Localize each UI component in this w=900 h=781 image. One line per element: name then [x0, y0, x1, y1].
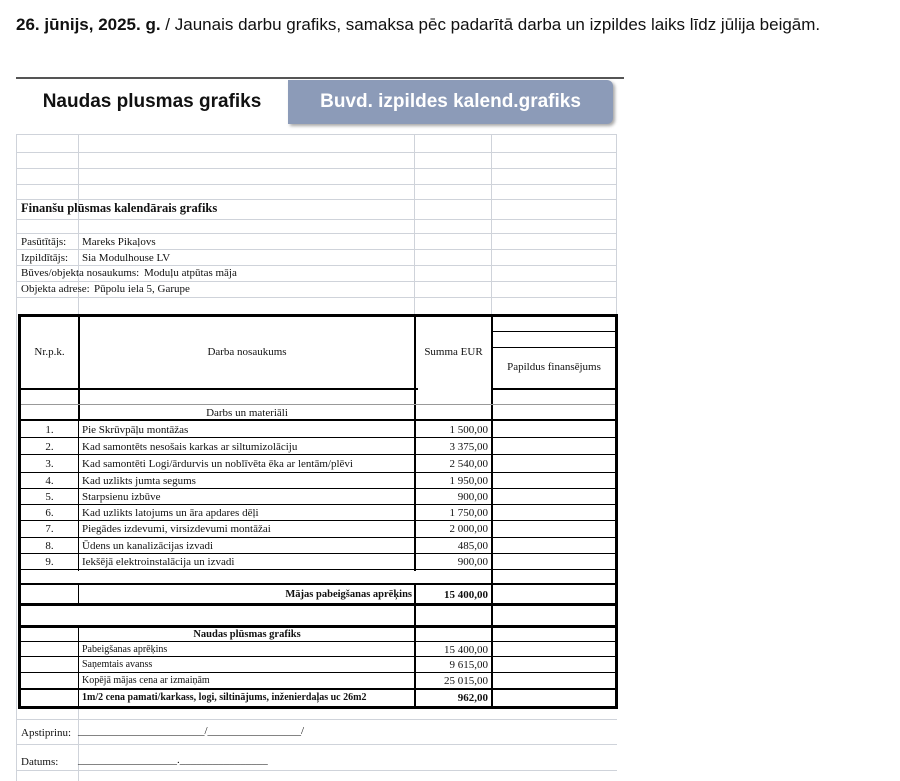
grid-row-line	[16, 249, 617, 250]
table-border	[491, 606, 493, 626]
row-name: Kad uzlikts latojums un āra apdares dēļi	[82, 507, 259, 519]
table-border	[615, 314, 618, 420]
row-name: Starpsienu izbūve	[82, 491, 161, 503]
table-border	[18, 314, 618, 317]
table-border	[493, 331, 618, 332]
table-border	[78, 585, 79, 605]
spreadsheet	[16, 134, 618, 781]
table-border	[615, 606, 618, 626]
table-border	[78, 628, 79, 708]
grid-row-line	[21, 404, 615, 405]
headline-text: / Jaunais darbu grafiks, samaksa pēc padarītā darba un izpildes laiks līdz jūlija beigām.	[160, 15, 821, 34]
info-value: Sia Modulhouse LV	[82, 252, 171, 264]
row-divider	[21, 537, 615, 538]
table-border	[18, 606, 21, 626]
table-border	[18, 583, 618, 585]
row-divider	[21, 504, 615, 505]
tab-cash-flow[interactable]: Naudas plusmas grafiks	[16, 80, 288, 124]
approve-label: Apstiprinu:	[21, 727, 72, 739]
date-label: Datums:	[21, 756, 59, 768]
row-sum: 2 540,00	[449, 458, 488, 470]
grid-row-line	[16, 152, 617, 153]
table-border	[491, 628, 493, 708]
header-sum: Summa EUR	[424, 346, 483, 358]
table-border	[615, 585, 618, 605]
row-divider	[21, 437, 615, 438]
table-border	[615, 421, 618, 584]
info-value: Moduļu atpūtas māja	[144, 267, 237, 279]
grid-row-line	[16, 744, 617, 745]
row-divider	[21, 488, 615, 489]
total-label: Mājas pabeigšanas aprēķins	[285, 589, 412, 600]
row-sum: 3 375,00	[449, 441, 488, 453]
grid-row-line	[16, 233, 617, 234]
row-divider	[21, 569, 615, 570]
row-divider	[21, 553, 615, 554]
approve-line: _______________________/_________________/	[78, 725, 305, 737]
cash-flow-title: Naudas plūsmas grafiks	[193, 629, 301, 640]
row-sum: 1 950,00	[449, 475, 488, 487]
grid-row-line	[16, 219, 617, 220]
row-nr: 6.	[45, 507, 54, 519]
grid-col-line	[491, 134, 492, 314]
row-nr: 7.	[45, 523, 54, 535]
table-border	[491, 585, 493, 605]
table-border	[18, 706, 618, 709]
info-value: Mareks Pikaļovs	[82, 236, 156, 248]
row-divider	[21, 520, 615, 521]
row-nr: 4.	[45, 475, 54, 487]
cash-row-sum: 25 015,00	[444, 675, 488, 687]
row-divider	[21, 672, 615, 673]
row-name: Kad samontēti Logi/ārdurvis un noblīvēta ēka ar lentām/plēvi	[82, 458, 353, 470]
info-label: Būves/objekta nosaukums:	[21, 267, 140, 279]
m2-price-label: 1m/2 cena pamati/karkass, logi, siltinājums, inženierdaļas uc 26m2	[82, 692, 367, 703]
row-name: Iekšējā elektroinstalācija un izvadi	[82, 556, 235, 568]
row-name: Pie Skrūvpāļu montāžas	[82, 424, 189, 436]
grid-row-line	[16, 719, 617, 720]
cash-row-sum: 9 615,00	[449, 659, 488, 671]
grid-row-line	[16, 168, 617, 169]
table-border	[493, 347, 618, 348]
row-nr: 9.	[45, 556, 54, 568]
row-sum: 2 000,00	[449, 523, 488, 535]
table-border	[615, 628, 618, 708]
grid-row-line	[16, 134, 617, 135]
headline	[16, 12, 896, 38]
grid-row-line	[16, 770, 617, 771]
cash-row-sum: 15 400,00	[444, 644, 488, 656]
info-label: Pasūtītājs:	[21, 236, 67, 248]
row-sum: 485,00	[457, 540, 488, 552]
grid-col-line	[414, 134, 415, 314]
total-sum: 15 400,00	[444, 589, 488, 601]
row-nr: 5.	[45, 491, 54, 503]
row-sum: 1 500,00	[449, 424, 488, 436]
date-line: __________________.________________	[78, 754, 268, 766]
top-divider	[16, 77, 624, 79]
section-title: Darbs un materiāli	[206, 407, 288, 419]
grid-col-line	[616, 134, 617, 314]
row-name: Piegādes izdevumi, virsizdevumi montāžai	[82, 523, 271, 535]
sheet-title: Finanšu plūsmas kalendārais grafiks	[21, 201, 218, 215]
table-border	[18, 603, 618, 606]
row-sum: 900,00	[457, 491, 488, 503]
row-name: Kad samontēts nesošais karkas ar siltumizolāciju	[82, 441, 298, 453]
grid-row-line	[16, 184, 617, 185]
table-border	[493, 388, 618, 390]
row-divider	[21, 454, 615, 455]
header-extra: Papildus finansējums	[507, 361, 601, 373]
row-nr: 8.	[45, 540, 54, 552]
info-label: Izpildītājs:	[21, 252, 69, 264]
header-name: Darba nosaukums	[207, 346, 287, 358]
info-value: Pūpolu iela 5, Garupe	[94, 283, 190, 295]
row-name: Ūdens un kanalizācijas izvadi	[82, 540, 214, 552]
table-border	[491, 421, 493, 584]
table-border	[18, 628, 21, 708]
grid-row-line	[16, 297, 617, 298]
row-sum: 900,00	[457, 556, 488, 568]
table-border	[18, 585, 21, 605]
row-divider	[21, 472, 615, 473]
header-nr: Nr.p.k.	[34, 346, 65, 358]
headline-date: 26. jūnijs, 2025. g.	[16, 15, 161, 34]
m2-price-sum: 962,00	[457, 692, 488, 704]
cash-row-name: Saņemtais avanss	[82, 659, 153, 670]
row-nr: 1.	[45, 424, 54, 436]
table-border	[18, 388, 418, 390]
row-sum: 1 750,00	[449, 507, 488, 519]
row-name: Kad uzlikts jumta segums	[82, 475, 196, 487]
cash-row-name: Kopējā mājas cena ar izmaiņām	[82, 675, 210, 686]
table-border	[78, 421, 79, 571]
row-nr: 3.	[45, 458, 54, 470]
grid-col-line	[16, 134, 17, 781]
tab-construction-schedule[interactable]: Buvd. izpildes kalend.grafiks	[288, 80, 613, 124]
table-border	[414, 606, 416, 626]
cash-row-name: Pabeigšanas aprēķins	[82, 644, 168, 655]
row-divider	[21, 688, 615, 690]
grid-row-line	[16, 199, 617, 200]
info-label: Objekta adrese:	[21, 283, 90, 295]
row-nr: 2.	[45, 441, 54, 453]
